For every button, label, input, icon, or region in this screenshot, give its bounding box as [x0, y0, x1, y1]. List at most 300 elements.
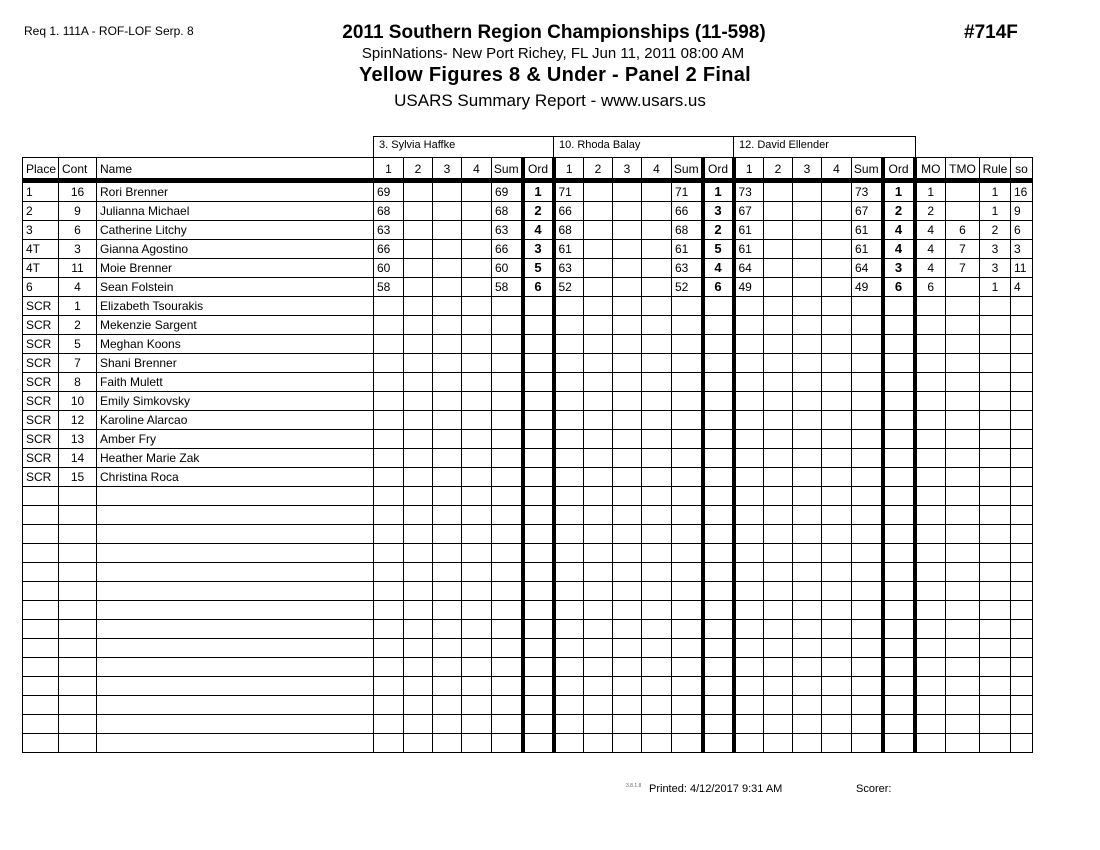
rule-cell	[980, 677, 1011, 696]
score-cell	[404, 563, 433, 582]
so-cell	[1011, 696, 1033, 715]
venue-date: SpinNations- New Port Richey, FL Jun 11, 2011 08:00 AM	[361, 45, 745, 62]
tmo-cell	[946, 563, 980, 582]
sum-cell	[672, 658, 703, 677]
score-cell	[404, 278, 433, 297]
ordinal-cell	[883, 392, 915, 411]
score-cell	[764, 354, 793, 373]
score-cell	[584, 544, 613, 563]
score-cell	[462, 525, 492, 544]
ordinal-cell	[703, 297, 734, 316]
score-cell	[462, 563, 492, 582]
name-cell: Elizabeth Tsourakis	[97, 297, 374, 316]
sum-cell	[852, 639, 883, 658]
score-cell	[613, 297, 642, 316]
score-cell	[764, 506, 793, 525]
rule-cell	[980, 297, 1011, 316]
score-cell	[404, 525, 433, 544]
empty-table-row	[23, 563, 1033, 582]
empty-table-row	[23, 658, 1033, 677]
table-row	[23, 335, 1033, 354]
competition-title: 2011 Southern Region Championships (11-598)	[342, 22, 766, 43]
score-cell	[462, 544, 492, 563]
name-cell: Sean Folstein	[97, 278, 374, 297]
mo-cell	[915, 525, 946, 544]
requirement-text: Req 1. 111A - ROF-LOF Serp. 8	[24, 24, 194, 38]
mo-cell	[915, 639, 946, 658]
ordinal-cell: 6	[703, 278, 734, 297]
rule-cell: 3	[980, 259, 1011, 278]
score-cell	[584, 373, 613, 392]
name-cell: Catherine Litchy	[97, 221, 374, 240]
score-cell	[613, 487, 642, 506]
score-cell	[554, 715, 584, 734]
score-cell	[613, 544, 642, 563]
score-cell	[613, 354, 642, 373]
score-cell	[642, 354, 672, 373]
score-cell	[374, 354, 404, 373]
score-cell	[462, 639, 492, 658]
ordinal-cell	[703, 449, 734, 468]
place-cell: SCR	[23, 316, 59, 335]
rule-cell: 3	[980, 240, 1011, 259]
sum-cell: 61	[852, 240, 883, 259]
score-cell	[374, 715, 404, 734]
sum-cell: 52	[672, 278, 703, 297]
ordinal-cell	[523, 601, 554, 620]
score-cell	[613, 240, 642, 259]
score-cell	[764, 715, 793, 734]
score-cell	[374, 658, 404, 677]
score-cell	[462, 373, 492, 392]
name-cell: Christina Roca	[97, 468, 374, 487]
rule-cell	[980, 715, 1011, 734]
score-cell	[793, 601, 822, 620]
score-cell	[554, 335, 584, 354]
score-cell	[793, 202, 822, 221]
score-cell	[822, 202, 852, 221]
so-cell	[1011, 620, 1033, 639]
mo-cell	[915, 449, 946, 468]
score-cell	[404, 620, 433, 639]
ordinal-cell	[703, 430, 734, 449]
table-row	[23, 278, 1033, 297]
col-header-judge3-4: 4	[822, 158, 852, 181]
ordinal-cell	[883, 715, 915, 734]
tmo-cell	[946, 468, 980, 487]
score-cell	[584, 316, 613, 335]
score-cell	[822, 221, 852, 240]
score-cell	[374, 297, 404, 316]
cont-cell: 3	[59, 240, 97, 259]
score-cell	[374, 620, 404, 639]
score-cell: 67	[734, 202, 764, 221]
score-cell	[554, 582, 584, 601]
score-cell	[793, 658, 822, 677]
score-cell	[374, 696, 404, 715]
sum-cell	[492, 715, 523, 734]
score-cell: 61	[734, 221, 764, 240]
mo-cell	[915, 734, 946, 753]
score-cell	[433, 563, 462, 582]
empty-table-row	[23, 601, 1033, 620]
score-cell	[822, 525, 852, 544]
score-cell	[584, 696, 613, 715]
score-cell	[793, 639, 822, 658]
sum-cell	[852, 335, 883, 354]
score-cell	[462, 601, 492, 620]
score-cell	[404, 601, 433, 620]
score-cell	[793, 487, 822, 506]
score-cell	[462, 487, 492, 506]
mo-cell: 4	[915, 221, 946, 240]
sum-cell: 69	[492, 181, 523, 202]
score-cell	[554, 487, 584, 506]
ordinal-cell: 3	[523, 240, 554, 259]
ordinal-cell	[883, 487, 915, 506]
score-cell	[764, 278, 793, 297]
col-header-cont: Cont	[59, 158, 97, 181]
name-cell	[97, 639, 374, 658]
ordinal-cell	[883, 373, 915, 392]
score-cell	[404, 202, 433, 221]
score-cell	[822, 601, 852, 620]
score-cell	[584, 335, 613, 354]
score-cell	[764, 677, 793, 696]
score-cell	[404, 487, 433, 506]
cont-cell: 5	[59, 335, 97, 354]
score-cell	[462, 658, 492, 677]
sum-cell	[852, 411, 883, 430]
score-cell	[584, 601, 613, 620]
score-cell	[462, 316, 492, 335]
tmo-cell	[946, 544, 980, 563]
score-cell	[433, 677, 462, 696]
score-cell	[404, 221, 433, 240]
score-cell	[584, 354, 613, 373]
score-cell	[764, 316, 793, 335]
cont-cell	[59, 639, 97, 658]
ordinal-cell	[703, 525, 734, 544]
sum-cell	[852, 696, 883, 715]
score-cell	[642, 278, 672, 297]
sum-cell	[492, 316, 523, 335]
name-cell	[97, 563, 374, 582]
score-cell	[613, 696, 642, 715]
table-row	[23, 202, 1033, 221]
sum-cell	[852, 734, 883, 753]
score-cell	[793, 316, 822, 335]
sum-cell	[852, 373, 883, 392]
cont-cell	[59, 601, 97, 620]
so-cell	[1011, 335, 1033, 354]
tmo-cell	[946, 715, 980, 734]
ordinal-cell	[883, 316, 915, 335]
mo-cell	[915, 487, 946, 506]
score-cell	[642, 601, 672, 620]
tmo-cell	[946, 449, 980, 468]
sum-cell: 66	[672, 202, 703, 221]
score-cell	[734, 506, 764, 525]
score-cell	[374, 601, 404, 620]
score-cell	[554, 411, 584, 430]
sum-cell	[672, 392, 703, 411]
place-cell: SCR	[23, 430, 59, 449]
tmo-cell	[946, 278, 980, 297]
score-cell	[642, 335, 672, 354]
sum-cell: 68	[492, 202, 523, 221]
place-cell	[23, 506, 59, 525]
ordinal-cell: 4	[523, 221, 554, 240]
place-cell: SCR	[23, 354, 59, 373]
col-header-judge3-3: 3	[793, 158, 822, 181]
sum-cell	[672, 335, 703, 354]
cont-cell: 4	[59, 278, 97, 297]
ordinal-cell	[703, 734, 734, 753]
mo-cell: 4	[915, 259, 946, 278]
ordinal-cell	[703, 696, 734, 715]
score-cell	[642, 297, 672, 316]
rule-cell	[980, 392, 1011, 411]
mo-cell: 4	[915, 240, 946, 259]
score-cell	[642, 221, 672, 240]
ordinal-cell	[703, 658, 734, 677]
ordinal-cell	[523, 677, 554, 696]
name-cell	[97, 620, 374, 639]
place-cell: 1	[23, 181, 59, 202]
sum-cell	[492, 582, 523, 601]
sum-cell: 61	[852, 221, 883, 240]
score-cell	[822, 449, 852, 468]
sum-cell	[672, 601, 703, 620]
sum-cell	[492, 601, 523, 620]
col-header-judge3-ord: Ord	[883, 158, 915, 181]
score-cell	[822, 335, 852, 354]
ordinal-cell	[703, 582, 734, 601]
sum-cell: 60	[492, 259, 523, 278]
empty-table-row	[23, 487, 1033, 506]
score-cell	[462, 297, 492, 316]
score-cell	[822, 620, 852, 639]
sum-cell	[852, 297, 883, 316]
ordinal-cell: 1	[523, 181, 554, 202]
score-cell	[374, 487, 404, 506]
score-cell	[793, 392, 822, 411]
rule-cell	[980, 582, 1011, 601]
score-cell	[554, 506, 584, 525]
name-cell	[97, 506, 374, 525]
score-cell	[764, 202, 793, 221]
score-cell	[554, 658, 584, 677]
score-cell	[584, 734, 613, 753]
score-cell	[554, 373, 584, 392]
sum-cell	[852, 506, 883, 525]
ordinal-cell	[883, 677, 915, 696]
ordinal-cell	[883, 563, 915, 582]
ordinal-cell: 3	[883, 259, 915, 278]
score-cell	[793, 544, 822, 563]
ordinal-cell	[703, 639, 734, 658]
ordinal-cell	[523, 639, 554, 658]
score-cell	[642, 181, 672, 202]
col-header-judge1-3: 3	[433, 158, 462, 181]
mo-cell	[915, 677, 946, 696]
score-cell	[462, 449, 492, 468]
ordinal-cell	[703, 620, 734, 639]
score-cell	[554, 601, 584, 620]
place-cell	[23, 582, 59, 601]
score-cell	[734, 582, 764, 601]
score-cell	[613, 316, 642, 335]
name-cell	[97, 544, 374, 563]
score-cell	[642, 620, 672, 639]
col-header-judge1-1: 1	[374, 158, 404, 181]
empty-table-row	[23, 734, 1033, 753]
tmo-cell	[946, 620, 980, 639]
name-cell: Rori Brenner	[97, 181, 374, 202]
so-cell	[1011, 601, 1033, 620]
score-cell	[822, 544, 852, 563]
score-cell	[764, 525, 793, 544]
sum-cell	[492, 430, 523, 449]
so-cell: 4	[1011, 278, 1033, 297]
so-cell	[1011, 373, 1033, 392]
ordinal-cell	[523, 316, 554, 335]
score-cell	[822, 240, 852, 259]
tmo-cell	[946, 601, 980, 620]
mo-cell	[915, 411, 946, 430]
score-cell	[793, 525, 822, 544]
rule-cell	[980, 620, 1011, 639]
col-header-judge1-2: 2	[404, 158, 433, 181]
score-cell	[374, 506, 404, 525]
col-header-mo: MO	[915, 158, 946, 181]
score-cell	[433, 715, 462, 734]
mo-cell	[915, 392, 946, 411]
mo-cell	[915, 563, 946, 582]
score-cell	[462, 696, 492, 715]
score-cell: 69	[374, 181, 404, 202]
place-cell: 6	[23, 278, 59, 297]
score-cell	[404, 715, 433, 734]
so-cell	[1011, 734, 1033, 753]
table-row	[23, 468, 1033, 487]
rule-cell: 2	[980, 221, 1011, 240]
score-cell	[433, 734, 462, 753]
ordinal-cell	[523, 411, 554, 430]
ordinal-cell	[523, 468, 554, 487]
mo-cell	[915, 335, 946, 354]
score-cell	[462, 221, 492, 240]
score-cell	[584, 449, 613, 468]
score-cell	[554, 297, 584, 316]
score-cell	[433, 278, 462, 297]
score-cell	[462, 240, 492, 259]
mo-cell	[915, 468, 946, 487]
col-header-place: Place	[23, 158, 59, 181]
score-cell	[584, 525, 613, 544]
score-cell	[793, 354, 822, 373]
mo-cell	[915, 297, 946, 316]
score-cell	[404, 658, 433, 677]
tmo-cell	[946, 411, 980, 430]
score-cell	[433, 316, 462, 335]
place-cell: SCR	[23, 297, 59, 316]
score-cell	[462, 335, 492, 354]
rule-cell	[980, 639, 1011, 658]
empty-table-row	[23, 696, 1033, 715]
cont-cell: 12	[59, 411, 97, 430]
so-cell	[1011, 715, 1033, 734]
rule-cell	[980, 525, 1011, 544]
score-cell: 63	[374, 221, 404, 240]
score-cell	[734, 468, 764, 487]
name-cell: Mekenzie Sargent	[97, 316, 374, 335]
name-cell: Julianna Michael	[97, 202, 374, 221]
report-title: USARS Summary Report - www.usars.us	[394, 91, 706, 110]
cont-cell	[59, 525, 97, 544]
so-cell	[1011, 392, 1033, 411]
name-cell: Faith Mulett	[97, 373, 374, 392]
score-cell	[433, 639, 462, 658]
tmo-cell	[946, 582, 980, 601]
score-cell	[404, 392, 433, 411]
table-row	[23, 354, 1033, 373]
score-cell	[613, 181, 642, 202]
score-cell	[734, 297, 764, 316]
score-cell	[374, 316, 404, 335]
score-cell	[404, 181, 433, 202]
score-cell	[613, 658, 642, 677]
tmo-cell	[946, 297, 980, 316]
cont-cell: 13	[59, 430, 97, 449]
score-cell	[433, 202, 462, 221]
score-cell	[734, 601, 764, 620]
col-header-judge3-2: 2	[764, 158, 793, 181]
score-cell	[734, 563, 764, 582]
rule-cell: 1	[980, 181, 1011, 202]
place-cell	[23, 563, 59, 582]
empty-table-row	[23, 715, 1033, 734]
empty-table-row	[23, 544, 1033, 563]
score-cell	[584, 392, 613, 411]
score-cell	[764, 639, 793, 658]
score-cell	[822, 430, 852, 449]
score-cell	[433, 658, 462, 677]
col-header-tmo: TMO	[946, 158, 980, 181]
score-cell	[374, 677, 404, 696]
col-header-judge3-1: 1	[734, 158, 764, 181]
mo-cell: 1	[915, 181, 946, 202]
tmo-cell	[946, 202, 980, 221]
score-cell	[734, 373, 764, 392]
score-cell	[433, 392, 462, 411]
score-cell	[764, 696, 793, 715]
ordinal-cell: 6	[523, 278, 554, 297]
score-cell	[734, 696, 764, 715]
name-cell: Moie Brenner	[97, 259, 374, 278]
sum-cell	[852, 468, 883, 487]
score-cell	[462, 278, 492, 297]
sum-cell	[672, 677, 703, 696]
score-cell	[734, 544, 764, 563]
score-cell	[793, 221, 822, 240]
cont-cell	[59, 582, 97, 601]
tmo-cell	[946, 658, 980, 677]
score-cell	[642, 696, 672, 715]
event-number: #714F	[964, 22, 1018, 43]
score-cell	[642, 411, 672, 430]
